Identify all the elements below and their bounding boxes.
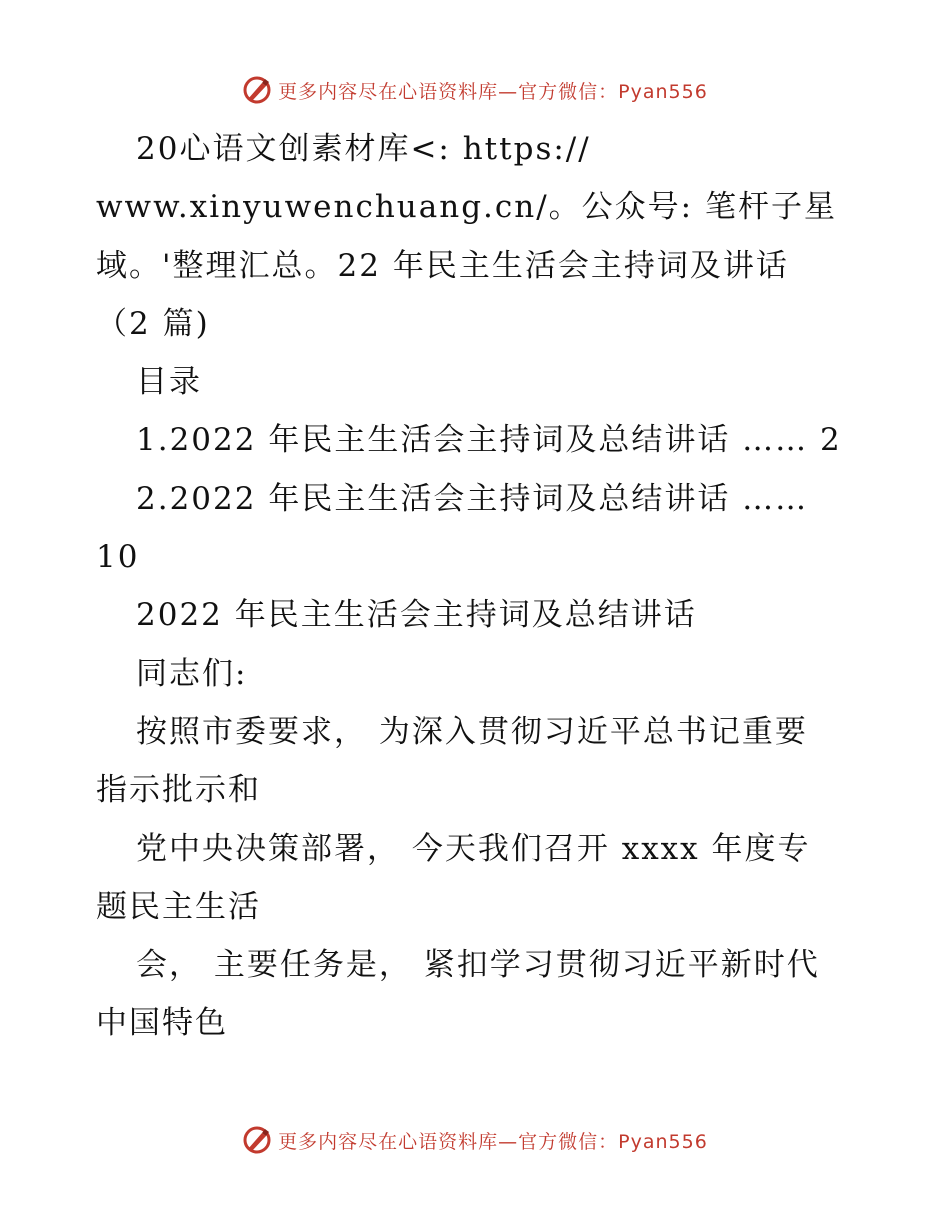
salutation: 同志们:: [136, 655, 248, 692]
document-body: [96, 120, 856, 1053]
toc-item-2-page: 10: [96, 539, 140, 576]
body-line: 指示批示和: [96, 772, 261, 809]
toc-item-2: 2.2022 年民主生活会主持词及总结讲话 ……: [136, 480, 809, 517]
body-line: 题民主生活: [96, 888, 261, 925]
footer-watermark: [0, 1120, 950, 1160]
body-line: （2 篇): [96, 305, 210, 342]
pen-logo-icon: [242, 1125, 272, 1155]
body-line: 按照市委要求， 为深入贯彻习近平总书记重要: [136, 713, 808, 750]
body-line: 党中央决策部署， 今天我们召开 xxxx 年度专: [136, 830, 811, 867]
body-line: www.xinyuwenchuang.cn/。公众号: 笔杆子星: [96, 189, 837, 226]
header-watermark-text: 更多内容尽在心语资料库—官方微信：Pyan556: [278, 80, 708, 103]
toc-item-1: 1.2022 年民主生活会主持词及总结讲话 …… 2: [136, 422, 842, 459]
pen-logo-icon: [242, 75, 272, 105]
body-line: 20心语文创素材库<: https://: [136, 131, 591, 167]
body-line: 中国特色: [96, 1005, 228, 1042]
section-title: 2022 年民主生活会主持词及总结讲话: [136, 597, 697, 634]
header-watermark: [0, 70, 950, 110]
toc-heading: 目录: [136, 364, 202, 401]
body-line: 会， 主要任务是， 紧扣学习贯彻习近平新时代: [136, 947, 820, 984]
body-line: 域。'整理汇总。22 年民主生活会主持词及讲话: [96, 247, 789, 284]
footer-watermark-text: 更多内容尽在心语资料库—官方微信：Pyan556: [278, 1130, 708, 1153]
